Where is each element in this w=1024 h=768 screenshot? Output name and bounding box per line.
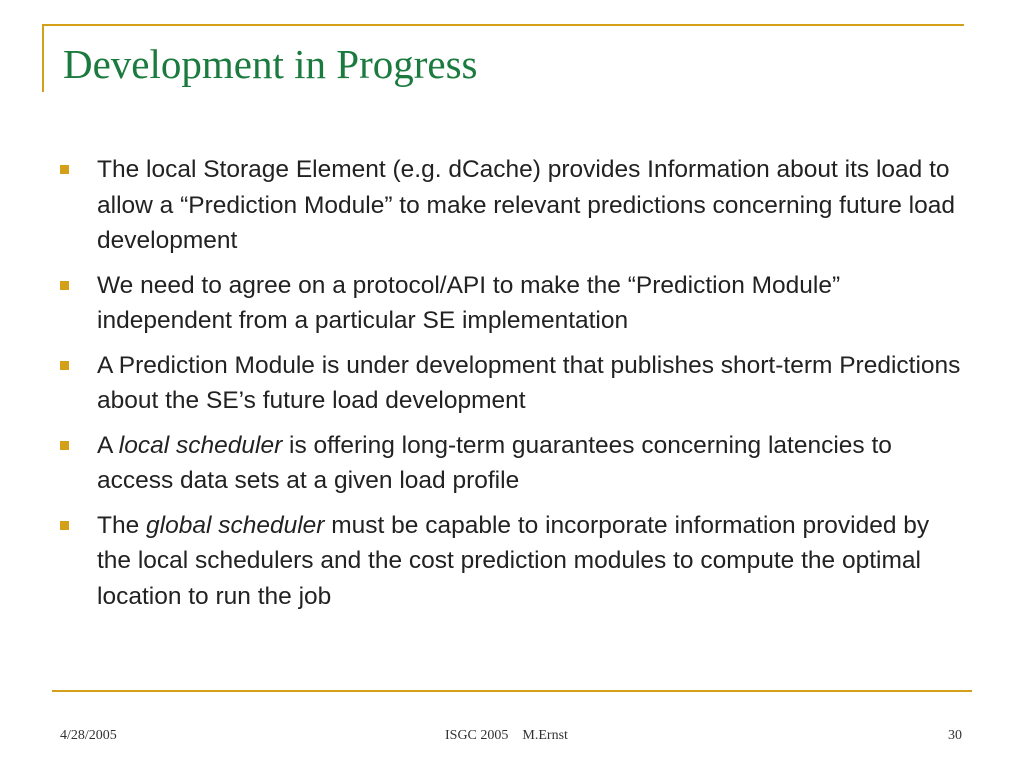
slide-title: Development in Progress [63,41,478,87]
square-bullet-icon [60,441,69,450]
bullet-text: The local Storage Element (e.g. dCache) provides Information about its load to allow a “Prediction Module” to make relevant predictions concerning future load development [97,156,955,254]
title-frame-top-rule [42,24,964,26]
footer-date: 4/28/2005 [60,728,117,743]
bullet-item [60,348,965,419]
title-frame-left-rule [42,24,44,92]
bullet-text: A [97,431,119,459]
page-number: 30 [948,728,962,743]
bullet-item [60,428,965,499]
square-bullet-icon [60,165,69,174]
footer-author: M.Ernst [522,728,568,743]
bullet-text: We need to agree on a protocol/API to make the “Prediction Module” independent from a particular SE implementation [97,271,841,334]
bullet-text: A Prediction Module is under development that publishes short-term Predictions about the SE’s future load development [97,351,961,414]
bullet-item [60,268,965,339]
bullet-emphasis: local scheduler [118,431,283,459]
square-bullet-icon [60,281,69,290]
square-bullet-icon [60,521,69,530]
bullet-item [60,508,965,615]
bullet-emphasis: global scheduler [146,511,325,539]
bullet-list [60,152,965,623]
footer-rule [52,690,972,692]
bullet-text: The [97,511,147,539]
footer-center [445,728,568,744]
bullet-text-continued: must be capable to incorporate information provided by the local schedulers and the cost prediction modules to compute the optimal location to run the job [97,511,930,610]
bullet-item [60,152,965,259]
square-bullet-icon [60,361,69,370]
bullet-text-continued: is offering long-term guarantees concerning latencies to access data sets at a given load profile [97,431,892,494]
footer-event: ISGC 2005 [445,728,509,743]
